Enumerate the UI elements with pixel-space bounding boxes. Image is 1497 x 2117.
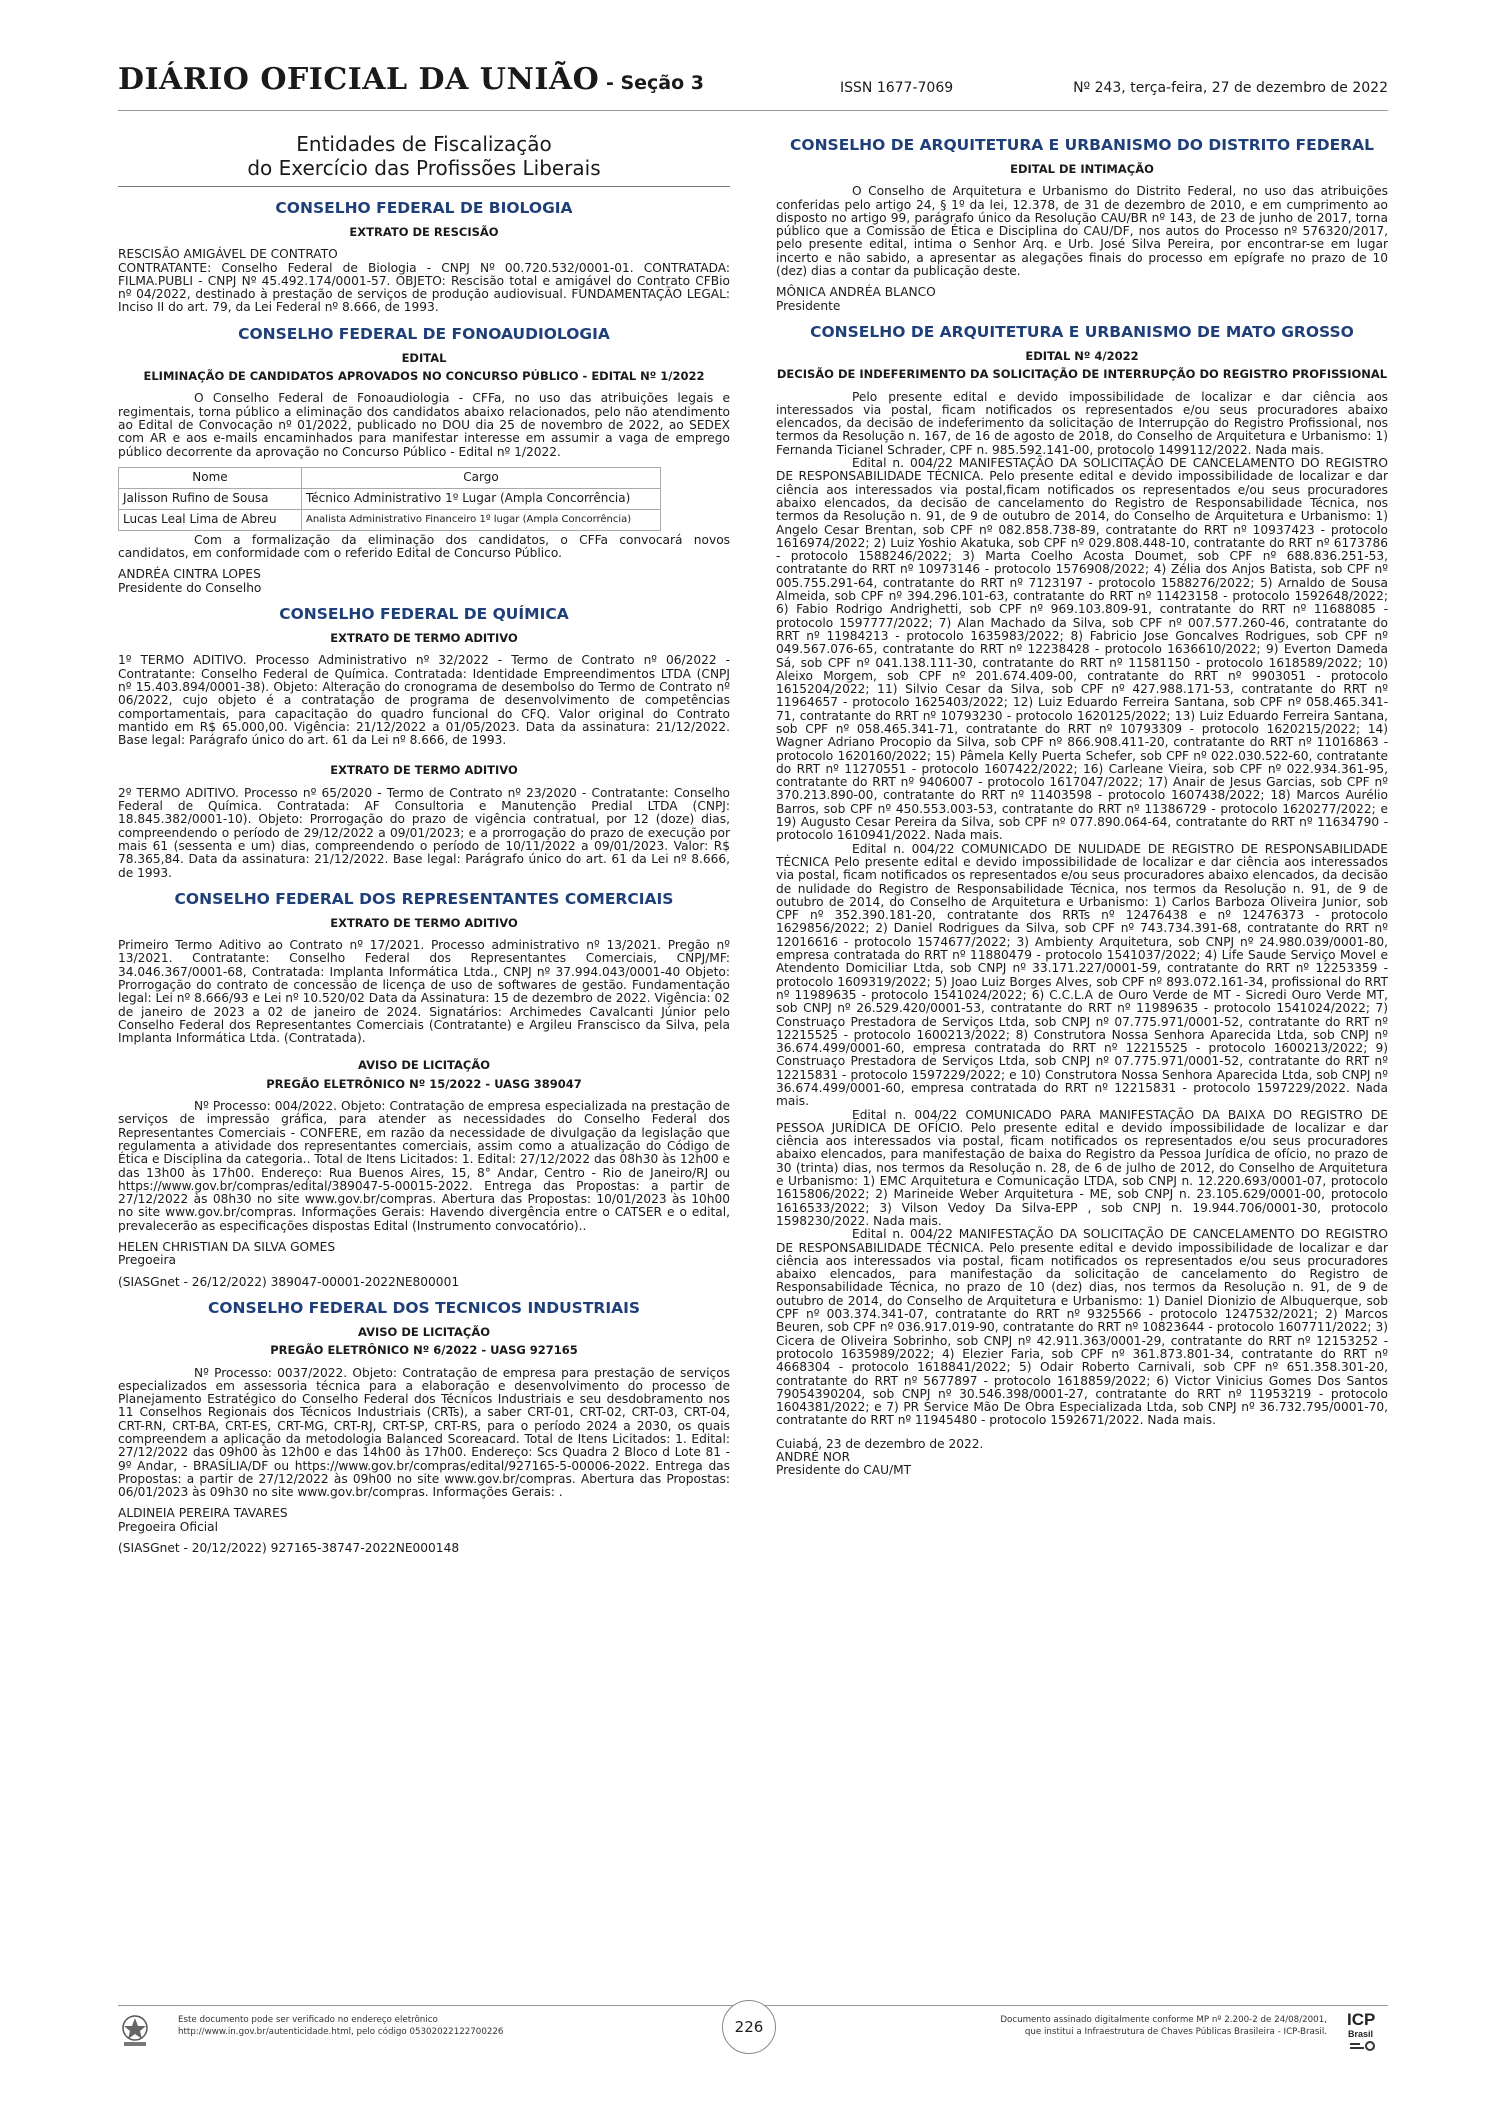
signatory-name: ANDRÉ NOR bbox=[776, 1450, 851, 1465]
paragraph: RESCISÃO AMIGÁVEL DE CONTRATO bbox=[118, 247, 338, 262]
footer-signature-line: que institui a Infraestrutura de Chaves Públicas Brasileira - ICP-Brasil. bbox=[1024, 2027, 1327, 2037]
right-column bbox=[776, 124, 1388, 1478]
icp-brasil-logo-icon bbox=[1346, 2008, 1380, 2052]
signatory-role: Presidente do Conselho bbox=[118, 580, 262, 595]
act-title: EDITAL Nº 4/2022 bbox=[1025, 348, 1139, 363]
paragraph: Edital n. 004/22 COMUNICADO DE NULIDADE DE REGISTRO DE RESPONSABILIDADE TÉCNICA Pelo presente edital e devido impossibilidade de localizar e dar ciência aos interessados via postal, ficam notificados os representados e/ou seus procuradores abaixo elencados, da decisão de nulidade do Registro de Responsabilidade Técnica, nos termos da Resolução n. 91, de 9 de outubro de 2014, do Conselho de Arquitetura e Urbanismo: 1) Carlos Barboza Oliveira Junior, sob CPF nº 352.390.181-20, contratante dos RRTs nº 12476438 e nº 12476373 - protocolo 1629856/2022; 2) Daniel Rodrigues da Silva, sob CPF nº 743.734.391-68, contratante do RRT nº 12016616 - protocolo 1574677/2022; 3) Ambienty Arquitetura, sob CNPJ nº 24.980.039/0001-80, empresa contratada do RRT nº 11880479 - protocolo 1541037/2022; 4) Life Saude Serviço Movel e Atendento Domiciliar Ltda, sob CNPJ nº 33.171.227/0001-59, contratante do RRT nº 12253359 - protocolo 1609319/2022; 5) Joao Luiz Borges Alves, sob CPF nº 893.072.161-34, profissional do RRT nº 11989635 - protocolo 1541024/2022; 6) C.C.L.A de Ouro Verde de MT - Sicredi Ouro Verde MT, sob CNPJ nº 26.529.420/0001-53, contratante do RRT nº 11989635 - protocolo 1541024/2022; 7) Construaço Prestadora de Serviços Ltda, sob CNPJ nº 07.775.971/0001-52, contratante do RRT nº 12215525 - protocolo 1600213/2022; 8) Construtora Nossa Senhora Aparecida Ltda, sob CNPJ nº 36.674.499/0001-60, empresa contratada do RRT nº 12215525 - protocolo 1600213/2022; 9) Construaço Prestadora de Serviços Ltda, sob CNPJ nº 07.775.971/0001-52, contratante do RRT nº 12215831 - protocolo 1597229/2022; e 10) Construtora Nossa Senhora Aparecida Ltda, sob CNPJ nº 36.674.499/0001-60, empresa contratada do RRT nº 12215831 - protocolo 1597229/2022. Nada mais. bbox=[776, 841, 1388, 1109]
act-title: EXTRATO DE TERMO ADITIVO bbox=[330, 631, 518, 646]
table-cell: Lucas Leal Lima de Abreu bbox=[119, 509, 302, 530]
paragraph: Nº Processo: 004/2022. Objeto: Contratação de empresa especializada na prestação de serviços de impressão gráfica, para atender as necessidades do Conselho Federal dos Representantes Comerciais - CONFERE, em razão da necessidade de divulgação da legislação que regulamenta a atividade dos representantes comerciais, assim como a atualização do Código de Ética e Disciplina da categoria.. Total de Itens Licitados: 1. Edital: 27/12/2022 das 08h30 às 12h00 e das 13h00 às 17h00. Endereço: Rua Buenos Aires, 15, 8° Andar, Centro - Rio de Janeiro/RJ ou https://www.gov.br/compras/edital/389047-5-00015-2022. Entrega das Propostas: a partir de 27/12/2022 às 08h30 no site www.gov.br/compras. Abertura das Propostas: 10/01/2023 às 10h00 no site www.gov.br/compras. Informações Gerais: Havendo divergência entre o CATSER e o edital, prevalecerão as especificações dispostas Edital (Instrumento convocatório).. bbox=[118, 1099, 730, 1233]
coat-of-arms-icon bbox=[118, 2013, 152, 2049]
table-row bbox=[119, 509, 661, 530]
publication-title bbox=[118, 62, 704, 97]
act-title: EXTRATO DE TERMO ADITIVO bbox=[330, 915, 518, 930]
paragraph: 2º TERMO ADITIVO. Processo nº 65/2020 - Termo de Contrato nº 23/2020 - Contratante: Conselho Federal de Química. Contratada: AF Consultoria e Manutenção Predial LTDA (CNPJ: 18.845.382/0001-10). Objeto: Prorrogação do prazo de vigência contratual, por 12 (doze) dias, compreendendo o período de 29/12/2022 a 09/01/2023; e a prorrogação do prazo de execução por mais 61 (sessenta e um) dias, compreendendo o período de 10/11/2022 a 09/01/2023. Valor: R$ 78.365,84. Data da assinatura: 21/12/2022. Base legal: Parágrafo único do art. 61 da Lei nº 8.666, de 1993. bbox=[118, 785, 730, 880]
column-header-name: Nome bbox=[119, 467, 302, 488]
paragraph: Edital n. 004/22 MANIFESTAÇÃO DA SOLICITAÇÃO DE CANCELAMENTO DO REGISTRO DE RESPONSABILIDADE TÉCNICA. Pelo presente edital e devido impossibilidade de localizar e dar ciência aos interessados via postal,ficam notificados os representados e/ou seus procuradores abaixo elencados, da decisão de cancelamento do Registro de Responsabilidade Técnica, nos termos da Resolução n. 91, de 9 de outubro de 2014, do Conselho de Arquitetura e Urbanismo: 1) Angelo Cesar Brentan, sob CPF nº 082.858.738-89, contratante do RRT nº 10937423 - protocolo 1616974/2022; 2) Luiz Yoshio Akatuka, sob CPF nº 029.808.448-10, contratante do RRT nº 6173786 - protocolo 1588246/2022; 3) Marta Coelho Acosta Doumet, sob CPF nº 688.836.251-53, contratante do RRT nº 10973146 - protocolo 1576908/2022; 4) Zélia dos Anjos Batista, sob CPF nº 005.755.291-64, contratante do RRT nº 7123197 - protocolo 1588276/2022; 5) Arnaldo de Sousa Almeida, sob CPF nº 394.296.101-63, contratante do RRT nº 11423158 - protocolo 1592648/2022; 6) Fabio Rodrigo Andrighetti, sob CPF nº 969.103.809-91, contratante do RRT nº 11688085 - protocolo 1597777/2022; 7) Alan Machado da Silva, sob CPF nº 007.577.260-46, contratante do RRT nº 11984213 - protocolo 1635983/2022; 8) Fabricio Jose Goncalves Rodrigues, sob CPF nº 049.567.076-65, contratante do RRT nº 12238428 - protocolo 1636610/2022; 9) Everton Dameda Sá, sob CPF nº 041.138.111-30, contratante do RRT nº 11581150 - protocolo 1618589/2022; 10) Aleixo Morgem, sob CPF nº 201.674.409-00, contratante do RRT nº 9903051 - protocolo 1615204/2022; 11) Silvio Cesar da Silva, sob CPF nº 427.988.171-53, contratante do RRT nº 11964657 - protocolo 1625403/2022; 12) Luiz Eduardo Ferreira Santana, sob CPF nº 058.465.341-71, contratante do RRT nº 10793230 - protocolo 1620125/2022; 13) Luiz Eduardo Ferreira Santana, sob CPF nº 058.465.341-71, contratante do RRT nº 10793309 - protocolo 1620215/2022; 14) Wagner Adriano Procopio da Silva, sob CPF nº 866.908.411-20, contratante do RRT nº 11016863 - protocolo 1620160/2022; 15) Pâmela Kelly Puerta Schefer, sob CPF nº 022.030.522-60, contratante do RRT nº 11270551 - protocolo 1607422/2022; 16) Carleane Vieira, sob CPF nº 022.934.361-95, contratante do RRT nº 9406007 - protocolo 1617047/2022; 17) Anair de Jesus Garcias, sob CPF nº 370.213.890-00, contratante do RRT nº 11403598 - protocolo 1607438/2022; 18) Marcos Aurélio Barros, sob CPF nº 450.553.003-53, contratante do RRT nº 11386729 - protocolo 1620277/2022; e 19) Augusto Cesar Pereira da Silva, sob CPF nº 077.890.064-64, contratante do RRT nº 11634790 - protocolo 1610941/2022. Nada mais. bbox=[776, 456, 1388, 843]
place-date: Cuiabá, 23 de dezembro de 2022. bbox=[776, 1436, 984, 1451]
signatory-role: Pregoeira Oficial bbox=[118, 1519, 219, 1534]
signatory-role: Presidente bbox=[776, 298, 841, 313]
paragraph: O Conselho de Arquitetura e Urbanismo do Distrito Federal, no uso das atribuições conferidas pelo artigo 24, § 1º da lei, 12.378, de 31 de dezembro de 2010, e em cumprimento ao disposto no artigo 99, parágrafo único da Resolução CAU/BR nº 143, de 23 de junho de 2017, torna público que a Comissão de Ética e Disciplina do CAU/DF, nos autos do Processo nº 576320/2017, pelo presente edital, intima o Senhor Arq. e Urb. José Silva Pereira, por encontrar-se em lugar incerto e não sabido, a apresentar as alegações finais do processo em epígrafe no prazo de 10 (dez) dias a contar da publicação deste. bbox=[776, 184, 1388, 279]
footer-signature-note bbox=[1000, 2014, 1327, 2038]
paragraph: Edital n. 004/22 COMUNICADO PARA MANIFESTAÇÃO DA BAIXA DO REGISTRO DE PESSOA JURÍDICA DE OFÍCIO. Pelo presente edital e devido impossibilidade de localizar e dar ciência aos interessados via postal, ficam notificados os representados e/ou seus procuradores abaixo elencados, para manifestação de baixa do Registro da Pessoa Jurídica de ofício, no prazo de 30 (trinta) dias, nos termos da Resolução n. 28, de 6 de julho de 2012, do Conselho de Arquitetura e Urbanismo: 1) EMC Arquitetura e Comunicação LTDA, sob CNPJ n. 12.220.693/0001-07, protocolo 1615806/2022; 2) Marineide Weber Arquitetura - ME, sob CNPJ n. 23.105.629/0001-00, protocolo 1616533/2022; 3) Vilson Vedoy Da Silva-EPP , sob CNPJ n. 19.944.706/0001-30, protocolo 1598230/2022. Nada mais. bbox=[776, 1107, 1388, 1228]
publication-name: DIÁRIO OFICIAL DA UNIÃO bbox=[118, 62, 600, 97]
footer-signature-line: Documento assinado digitalmente conforme MP nº 2.200-2 de 24/08/2001, bbox=[1000, 2015, 1327, 2025]
masthead bbox=[118, 62, 1388, 112]
org-tecnicos: CONSELHO FEDERAL DOS TECNICOS INDUSTRIAIS bbox=[207, 1298, 641, 1317]
issn: ISSN 1677-7069 bbox=[840, 80, 954, 96]
table-row bbox=[119, 488, 661, 509]
org-cau-df: CONSELHO DE ARQUITETURA E URBANISMO DO DISTRITO FEDERAL bbox=[790, 136, 1374, 154]
act-title: AVISO DE LICITAÇÃO bbox=[357, 1324, 491, 1339]
section-heading bbox=[118, 132, 730, 180]
footer-verification bbox=[178, 2014, 503, 2038]
act-subtitle: PREGÃO ELETRÔNICO Nº 6/2022 - UASG 927165 bbox=[270, 1343, 578, 1358]
section-heading-line-2: do Exercício das Profissões Liberais bbox=[247, 156, 601, 180]
section-label: - Seção 3 bbox=[599, 72, 704, 94]
signatory-name: MÔNICA ANDRÉA BLANCO bbox=[776, 285, 936, 300]
paragraph: Nº Processo: 0037/2022. Objeto: Contratação de empresa para prestação de serviços especializados em assessoria técnica para a elaboração e desenvolvimento do processo de Planejamento Estratégico do Conselho Federal dos Técnicos Industriais e seu desdobramento nos 11 Conselhos Regionais dos Técnicos Industriais (CRTs), a saber CRT-01, CRT-02, CRT-03, CRT-04, CRT-RN, CRT-BA, CRT-ES, CRT-MG, CRT-RJ, CRT-SP, CRT-RS, para o período 2024 a 2030, os quais compreendem a aplicação da metodologia Balanced Scoreacard. Total de Itens Licitados: 1. Edital: 27/12/2022 das 09h00 às 12h00 e das 14h00 às 17h00. Endereço: Scs Quadra 2 Bloco d Lote 81 - 9º Andar, - BRASÍLIA/DF ou https://www.gov.br/compras/edital/927165-5-00006-2022. Entrega das Propostas: a partir de 27/12/2022 às 09h00 no site www.gov.br/compras. Abertura das Propostas: 06/01/2023 às 09h30 no site www.gov.br/compras. Informações Gerais: . bbox=[118, 1365, 730, 1500]
table-header-row bbox=[119, 467, 661, 488]
table-cell: Analista Administrativo Financeiro 1º lugar (Ampla Concorrência) bbox=[302, 509, 661, 530]
act-title: EDITAL bbox=[401, 350, 447, 365]
table-cell: Técnico Administrativo 1º Lugar (Ampla Concorrência) bbox=[302, 488, 661, 509]
act-subtitle: DECISÃO DE INDEFERIMENTO DA SOLICITAÇÃO DE INTERRUPÇÃO DO REGISTRO PROFISSIONAL bbox=[776, 367, 1388, 382]
table-cell: Jalisson Rufino de Sousa bbox=[119, 488, 302, 509]
paragraph: O Conselho Federal de Fonoaudiologia - CFFa, no uso das atribuições legais e regimentais, torna público a eliminação dos candidatos abaixo relacionados, pelo não atendimento ao Edital de Convocação nº 01/2022, publicado no DOU dia 25 de novembro de 2022, ao SEDEX com AR e aos e-mails encaminhados para manifestar interesse em assumir a vaga de emprego público decorrente da aprovação no Concurso Público - Edital nº 1/2022. bbox=[118, 391, 730, 459]
act-title: AVISO DE LICITAÇÃO bbox=[357, 1058, 491, 1073]
act-subtitle: ELIMINAÇÃO DE CANDIDATOS APROVADOS NO CONCURSO PÚBLICO - EDITAL Nº 1/2022 bbox=[143, 369, 705, 384]
signatory-role: Pregoeira bbox=[118, 1253, 176, 1268]
act-title: EXTRATO DE RESCISÃO bbox=[349, 225, 499, 239]
act-title: EDITAL DE INTIMAÇÃO bbox=[1010, 162, 1154, 176]
issue-date: Nº 243, terça-feira, 27 de dezembro de 2022 bbox=[1073, 80, 1388, 96]
act-title: EXTRATO DE TERMO ADITIVO bbox=[330, 763, 518, 778]
siasg-reference: (SIASGnet - 20/12/2022) 927165-38747-2022NE000148 bbox=[118, 1541, 460, 1556]
paragraph: Pelo presente edital e devido impossibilidade de localizar e dar ciência aos interessados via postal, ficam notificados os representados e/ou seus procuradores abaixo elencados, da decisão de indeferimento da solicitação de Interrupção do Registro Profissional, nos termos da Resolução n. 167, de 16 de agosto de 2018, do Conselho de Arquitetura e Urbanismo: 1) Fernanda Ticianel Schrader, CPF n. 985.592.141-00, protocolo 1499112/2022. Nada mais. bbox=[776, 389, 1388, 457]
svg-text:Brasil: Brasil bbox=[1348, 2029, 1374, 2039]
paragraph: Edital n. 004/22 MANIFESTAÇÃO DA SOLICITAÇÃO DE CANCELAMENTO DO REGISTRO DE RESPONSABILIDADE TÉCNICA. Pelo presente edital e devido impossibilidade de localizar e dar ciência aos interessados via postal, ficam notificados os representados e/ou seus procuradores abaixo elencados, para manifestação da solicitação de cancelamento do Registro de Responsabilidade Técnica, no prazo de 10 (dez) dias, nos termos da Resolução n. 91, de 9 de outubro de 2014, do Conselho de Arquitetura e Urbanismo: 1) Daniel Dionizio de Albuquerque, sob CPF nº 003.374.341-07, contratante do RRT nº 9325566 - protocolo 1247532/2021; 2) Marcos Beuren, sob CPF nº 036.917.019-90, contratante do RRT nº 10823644 - protocolo 1607711/2022; 3) Cicera de Oliveira Sobrinho, sob CNPJ nº 42.911.363/0001-29, contratante do RRT nº 12153252 - protocolo 1635989/2022; 4) Elezier Faria, sob CPF nº 361.873.801-34, contratante do RRT nº 4668304 - protocolo 1618841/2022; 5) Odair Roberto Carnivali, sob CPF nº 651.358.301-20, contratante do RRT nº 5677897 - protocolo 1618859/2022; 6) Victor Vinicius Gomes Dos Santos 79054390204, sob CNPJ nº 30.546.398/0001-27, contratante do RRT nº 11953219 - protocolo 1604381/2022; e 7) PR Service Mão De Obra Especializada Ltda, sob CNPJ nº 36.732.795/0001-70, contratante do RRT nº 11945480 - protocolo 1592671/2022. Nada mais. bbox=[776, 1227, 1388, 1428]
paragraph: Com a formalização da eliminação dos candidatos, o CFFa convocará novos candidatos, em conformidade com o referido Edital de Concurso Público. bbox=[118, 532, 730, 561]
candidates-table bbox=[118, 467, 661, 531]
section-heading-rule bbox=[118, 186, 730, 187]
paragraph: CONTRATANTE: Conselho Federal de Biologia - CNPJ Nº 00.720.532/0001-01. CONTRATADA: FILMA.PUBLI - CNPJ Nº 45.492.174/0001-57. OBJETO: Rescisão total e amigável do Contrato CFBio nº 04/2022, destinado à prestação de serviços de produção audiovisual. FUNDAMENTAÇÃO LEGAL: Inciso II do art. 79, da Lei Federal nº 8.666, de 1993. bbox=[118, 260, 730, 315]
section-heading-line-1: Entidades de Fiscalização bbox=[296, 132, 552, 156]
signatory-name: ALDINEIA PEREIRA TAVARES bbox=[118, 1506, 288, 1521]
signatory-name: HELEN CHRISTIAN DA SILVA GOMES bbox=[118, 1240, 336, 1255]
signatory-role: Presidente do CAU/MT bbox=[776, 1463, 912, 1478]
left-column bbox=[118, 124, 730, 1555]
header-rule bbox=[118, 110, 1388, 111]
paragraph: 1º TERMO ADITIVO. Processo Administrativo nº 32/2022 - Termo de Contrato nº 06/2022 - Contratante: Conselho Federal de Química. Contratada: Identidade Empreendimentos LTDA (CNPJ nº 15.403.894/0001-38). Objeto: Alteração do cronograma de desembolso do Termo de Contrato nº 06/2022, cujo objeto é a contratação de programa de desenvolvimento de competências comportamentais, para capacitação do quadro funcional do CFQ. Valor original do Contrato mantido em R$ 65.000,00. Vigência: 21/12/2022 a 01/05/2023. Data da assinatura: 21/12/2022. Base legal: Parágrafo único do art. 61 da Lei nº 8.666, de 1993. bbox=[118, 653, 730, 748]
page-number: 226 bbox=[722, 2000, 776, 2054]
column-header-cargo: Cargo bbox=[302, 467, 661, 488]
org-quimica: CONSELHO FEDERAL DE QUÍMICA bbox=[279, 605, 569, 624]
act-subtitle: PREGÃO ELETRÔNICO Nº 15/2022 - UASG 389047 bbox=[266, 1076, 582, 1091]
svg-text:ICP: ICP bbox=[1347, 2010, 1376, 2029]
paragraph: Primeiro Termo Aditivo ao Contrato nº 17/2021. Processo administrativo nº 13/2021. Pregão nº 13/2021. Contratante: Conselho Federal dos Representantes Comerciais, CNPJ/MF: 34.046.367/0001-68, Contratada: Implanta Informática Ltda., CNPJ nº 37.994.043/0001-40 Objeto: Prorrogação do contrato de concessão de licença de uso de softwares de gestão. Fundamentação legal: Lei nº 8.666/93 e Lei nº 10.520/02 Data da Assinatura: 15 de dezembro de 2022. Vigência: 02 de janeiro de 2023 a 02 de janeiro de 2024. Signatários: Archimedes Cavalcanti Júnior pelo Conselho Federal dos Representantes Comerciais (Contratante) e Argileu Franscisco da Silva, pela Implanta Informática Ltda. (Contratada). bbox=[118, 938, 730, 1046]
footer-verification-code: http://www.in.gov.br/autenticidade.html, pelo código 05302022122700226 bbox=[178, 2027, 504, 2037]
siasg-reference: (SIASGnet - 26/12/2022) 389047-00001-2022NE800001 bbox=[118, 1274, 460, 1289]
signatory-name: ANDRÉA CINTRA LOPES bbox=[118, 567, 261, 582]
footer-verification-line: Este documento pode ser verificado no endereço eletrônico bbox=[178, 2015, 438, 2025]
org-cau-mt: CONSELHO DE ARQUITETURA E URBANISMO DE MATO GROSSO bbox=[810, 322, 1354, 341]
org-representantes: CONSELHO FEDERAL DOS REPRESENTANTES COMERCIAIS bbox=[174, 889, 674, 908]
org-fonoaudiologia: CONSELHO FEDERAL DE FONOAUDIOLOGIA bbox=[238, 324, 610, 343]
org-biologia: CONSELHO FEDERAL DE BIOLOGIA bbox=[275, 199, 573, 217]
